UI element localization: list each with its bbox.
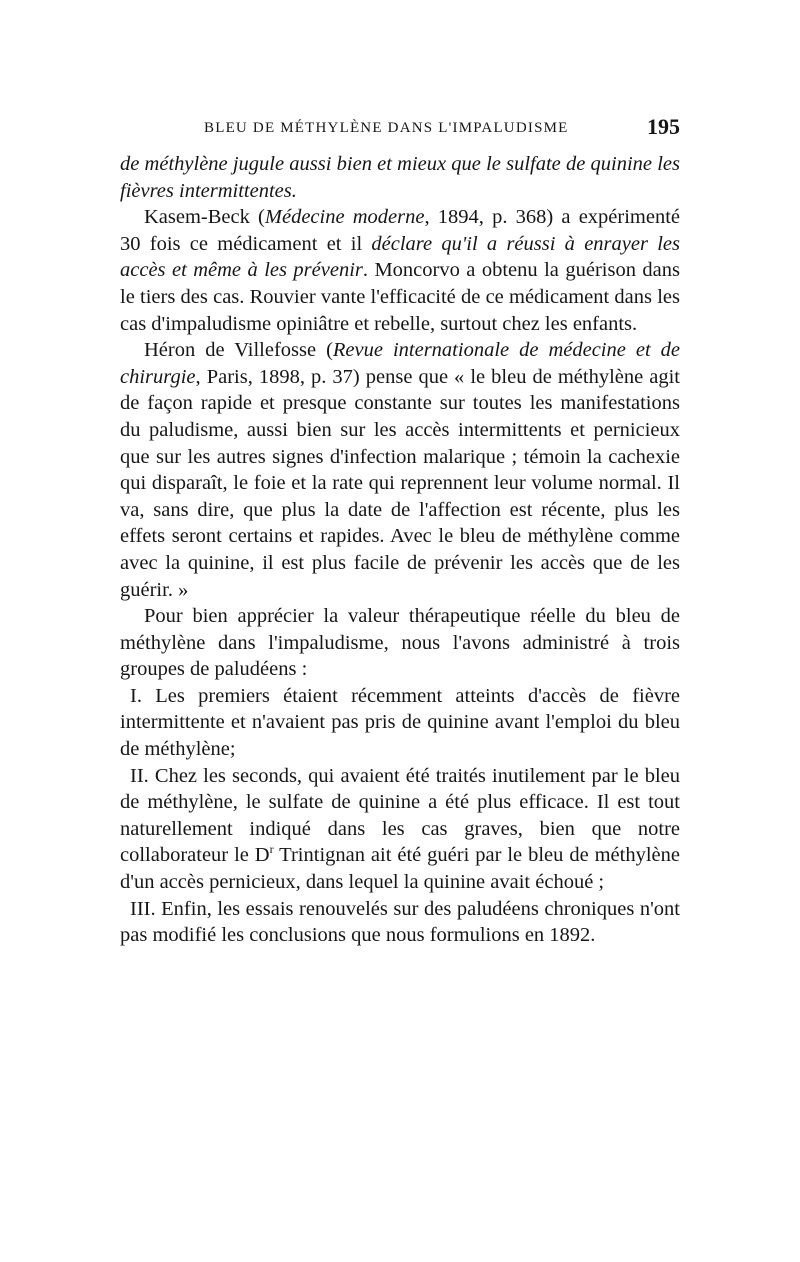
page-header (120, 114, 680, 144)
paragraph-4 (120, 603, 680, 683)
paragraph-7 (120, 896, 680, 949)
italic-span: Médecine moderne (264, 206, 425, 229)
text-span: . Moncorvo a obtenu la guérison dans le tiers des cas. Rouvier vante l'efficacité de ce médicament dans les cas d'impaludisme opiniâtre et rebelle, surtout chez les enfants. (120, 259, 680, 335)
running-head: BLEU DE MÉTHYLÈNE DANS L'IMPALUDISME (204, 120, 569, 136)
italic-span: de méthylène jugule aussi bien et mieux que le sulfate de quinine les fièvres intermittentes. (120, 153, 680, 202)
text-span: Pour bien apprécier la valeur thérapeutique réelle du bleu de méthylène dans l'impaludisme, nous l'avons administré à trois groupes de paludéens : (120, 605, 680, 681)
text-span: I. Les premiers étaient récemment atteints d'accès de fièvre intermittente et n'avaient pas pris de quinine avant l'emploi du bleu de méthylène; (120, 684, 680, 761)
italic-span: déclare qu'il a réussi à enrayer les accès et même à les prévenir (120, 232, 680, 282)
text-span: Kasem-Beck ( (144, 206, 265, 229)
italic-span: Revue internationale de médecine et de chirurgie (120, 339, 680, 388)
paragraph-2 (120, 204, 680, 337)
text-span: III. Enfin, les essais renouvelés sur des paludéens chroniques n'ont pas modifié les conclusions que nous formulions en 1892. (120, 897, 680, 947)
text-span: , 1894, p. 368) a expérimenté 30 fois ce médicament et il (120, 206, 681, 255)
text-span: , Paris, 1898, p. 37) pense que « le bleu de méthylène agit de façon rapide et presque constante sur toutes les manifestations du paludisme, aussi bien sur les accès intermittents et pernicieux que sur les autres signes d'infection malarique ; témoin la cachexie qui disparaît, le foie et la rate qui reprennent leur volume normal. Il va, sans dire, que plus la date de l'affection est récente, plus les effets seront certains et rapides. Avec le bleu de méthylène comme avec la quinine, il est plus facile de prévenir les accès que de les guérir. » (120, 365, 680, 601)
superscript: r (269, 842, 274, 857)
paragraph-6 (120, 763, 680, 896)
paragraph-5 (120, 683, 680, 763)
text-span: II. Chez les seconds, qui avaient été traités inutilement par le bleu de méthylène, le sulfate de quinine a été plus efficace. Il est tout naturellement indiqué dans les cas graves, bien que notre collaborateur le D (120, 764, 680, 867)
page-number: 195 (647, 114, 680, 139)
body-text (120, 151, 680, 949)
text-span: Héron de Villefosse ( (144, 339, 333, 362)
paragraph-3 (120, 337, 680, 603)
paragraph-1 (120, 151, 680, 204)
text-span: Trintignan ait été guéri par le bleu de méthylène d'un accès pernicieux, dans lequel la quinine avait échoué ; (120, 844, 680, 894)
